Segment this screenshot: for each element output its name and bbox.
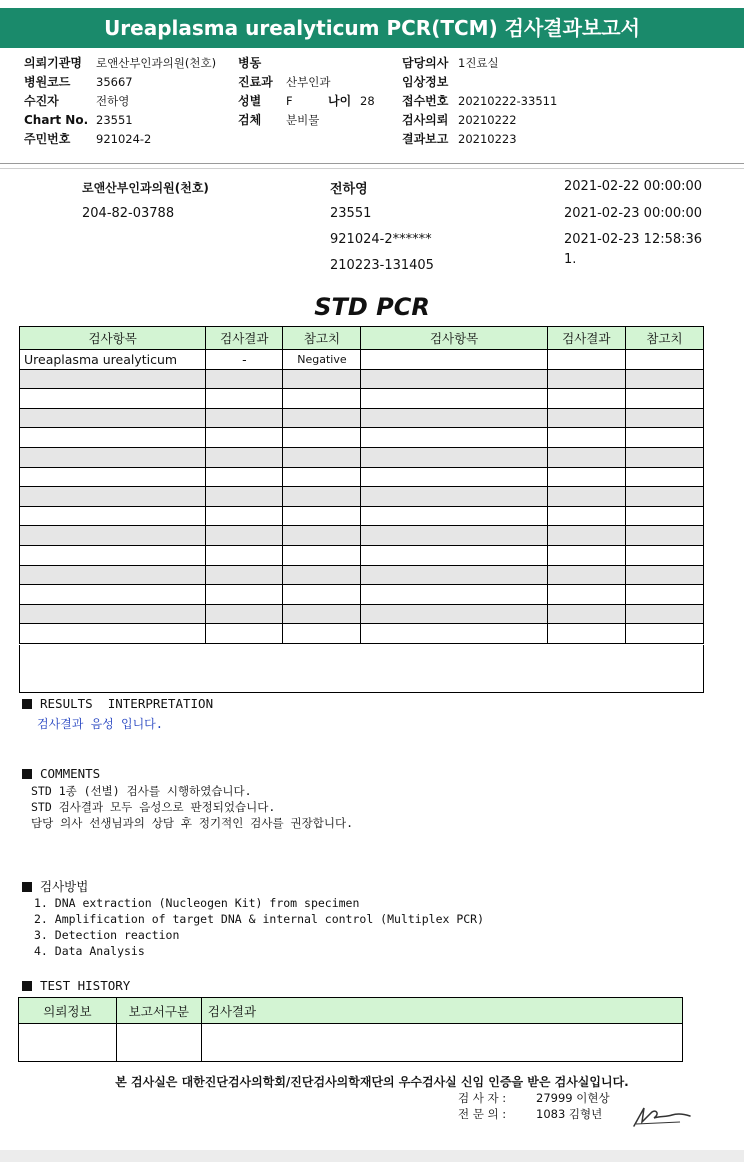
method-heading-text: 검사방법	[40, 879, 89, 894]
table-row	[20, 428, 704, 448]
table-row	[20, 526, 704, 546]
table-row	[20, 369, 704, 389]
header-value: 20210222-33511	[458, 94, 558, 108]
comment-line: 담당 의사 선생님과의 상담 후 정기적인 검사를 권장합니다.	[31, 816, 354, 830]
square-bullet-icon	[22, 769, 32, 779]
table-cell	[361, 350, 547, 370]
header-value: F	[286, 94, 293, 108]
history-heading-text: TEST HISTORY	[40, 978, 131, 993]
column-header: 참고치	[283, 327, 361, 350]
table-header-row	[19, 998, 683, 1024]
table-cell	[547, 350, 625, 370]
table-cell: -	[206, 350, 283, 370]
table-row	[19, 1024, 683, 1062]
interpretation-heading	[22, 696, 213, 711]
table-row	[20, 467, 704, 487]
method-line: 3. Detection reaction	[34, 928, 180, 942]
header-value: 전하영	[96, 94, 130, 108]
age-label: 나이	[328, 94, 352, 108]
table-cell: Ureaplasma urealyticum	[20, 350, 206, 370]
header-label: 진료과	[238, 75, 273, 89]
history-table	[18, 997, 683, 1062]
header-label: 주민번호	[24, 132, 71, 146]
date-print: 2021-02-23 12:58:36	[564, 232, 703, 247]
age-value: 28	[360, 94, 375, 108]
header-col2	[238, 54, 375, 130]
specialist-value: 1083 김형년	[536, 1107, 603, 1121]
interpretation-text: 검사결과 음성 입니다.	[37, 717, 164, 731]
table-row	[20, 389, 704, 409]
header-label: 결과보고	[402, 132, 449, 146]
square-bullet-icon	[22, 882, 32, 892]
divider	[0, 163, 744, 164]
results-table	[19, 326, 704, 644]
table-header-row	[20, 327, 704, 350]
square-bullet-icon	[22, 981, 32, 991]
header-label: 성별	[238, 94, 262, 108]
resident-number: 921024-2******	[330, 232, 432, 247]
table-row	[20, 624, 704, 644]
header-label: 의뢰기관명	[24, 56, 82, 70]
comment-line: STD 검사결과 모두 음성으로 판정되었습니다.	[31, 800, 276, 814]
comments-heading-text: COMMENTS	[40, 766, 101, 781]
page-bottom-band	[0, 1150, 744, 1162]
column-header: 참고치	[625, 327, 703, 350]
date-report: 2021-02-23 00:00:00	[564, 206, 703, 221]
results-table-footer	[19, 645, 704, 693]
section-title: STD PCR	[314, 293, 430, 321]
header-value: 20210223	[458, 132, 517, 146]
header-label: 담당의사	[402, 56, 449, 70]
method-line: 2. Amplification of target DNA & internal control (Multiplex PCR)	[34, 912, 485, 926]
column-header: 검사결과	[206, 327, 283, 350]
header-label: 검체	[238, 113, 262, 127]
method-heading	[22, 877, 88, 895]
header-label: Chart No.	[24, 113, 89, 127]
table-row	[20, 350, 704, 370]
table-row	[20, 545, 704, 565]
header-label: 병동	[238, 56, 262, 70]
report-title: Ureaplasma urealyticum PCR(TCM) 검사결과보고서	[0, 8, 744, 48]
certification-text: 본 검사실은 대한진단검사의학회/진단검사의학재단의 우수검사실 신임 인증을 받은 검사실입니다.	[115, 1075, 629, 1089]
header-label: 임상정보	[402, 75, 449, 89]
square-bullet-icon	[22, 699, 32, 709]
header-value: 분비물	[286, 113, 320, 127]
header-value: 산부인과	[286, 75, 331, 89]
method-line: 1. DNA extraction (Nucleogen Kit) from specimen	[34, 896, 360, 910]
date-print-continued: 1.	[564, 252, 577, 267]
clinic-name: 로앤산부인과의원(천호)	[82, 181, 209, 195]
header-value: 921024-2	[96, 132, 152, 146]
column-header: 검사항목	[361, 327, 547, 350]
header-value: 35667	[96, 75, 133, 89]
table-row	[20, 604, 704, 624]
comments-heading	[22, 766, 100, 781]
column-header: 검사항목	[20, 327, 206, 350]
column-header: 검사결과	[201, 998, 682, 1024]
header-label: 접수번호	[402, 94, 449, 108]
interpretation-heading-text: RESULTS INTERPRETATION	[40, 696, 214, 711]
table-cell: Negative	[283, 350, 361, 370]
business-number: 204-82-03788	[82, 206, 175, 221]
table-row	[20, 408, 704, 428]
date-request: 2021-02-22 00:00:00	[564, 179, 703, 194]
specialist-label: 전 문 의 :	[458, 1107, 507, 1121]
column-header: 검사결과	[547, 327, 625, 350]
header-label: 검사의뢰	[402, 113, 449, 127]
table-cell	[625, 350, 703, 370]
header-value: 23551	[96, 113, 133, 127]
header-value: 20210222	[458, 113, 517, 127]
header-value: 1진료실	[458, 56, 499, 70]
header-value: 로앤산부인과의원(천호)	[96, 56, 217, 70]
table-row	[20, 585, 704, 605]
header-label: 수진자	[24, 94, 59, 108]
comment-line: STD 1종 (선별) 검사를 시행하였습니다.	[31, 784, 252, 798]
header-col3	[402, 54, 557, 149]
table-row	[20, 506, 704, 526]
receipt-number: 210223-131405	[330, 258, 434, 273]
signature-icon	[630, 1100, 694, 1132]
table-row	[20, 487, 704, 507]
divider	[0, 168, 744, 169]
column-header: 보고서구분	[116, 998, 201, 1024]
tester-value: 27999 이현상	[536, 1091, 610, 1105]
column-header: 의뢰정보	[19, 998, 117, 1024]
method-line: 4. Data Analysis	[34, 944, 145, 958]
chart-number: 23551	[330, 206, 372, 221]
table-row	[20, 447, 704, 467]
tester-label: 검 사 자 :	[458, 1091, 507, 1105]
history-heading	[22, 978, 130, 993]
table-row	[20, 565, 704, 585]
header-label: 병원코드	[24, 75, 71, 89]
patient-name: 전하영	[330, 182, 368, 197]
header-col1	[24, 54, 216, 149]
